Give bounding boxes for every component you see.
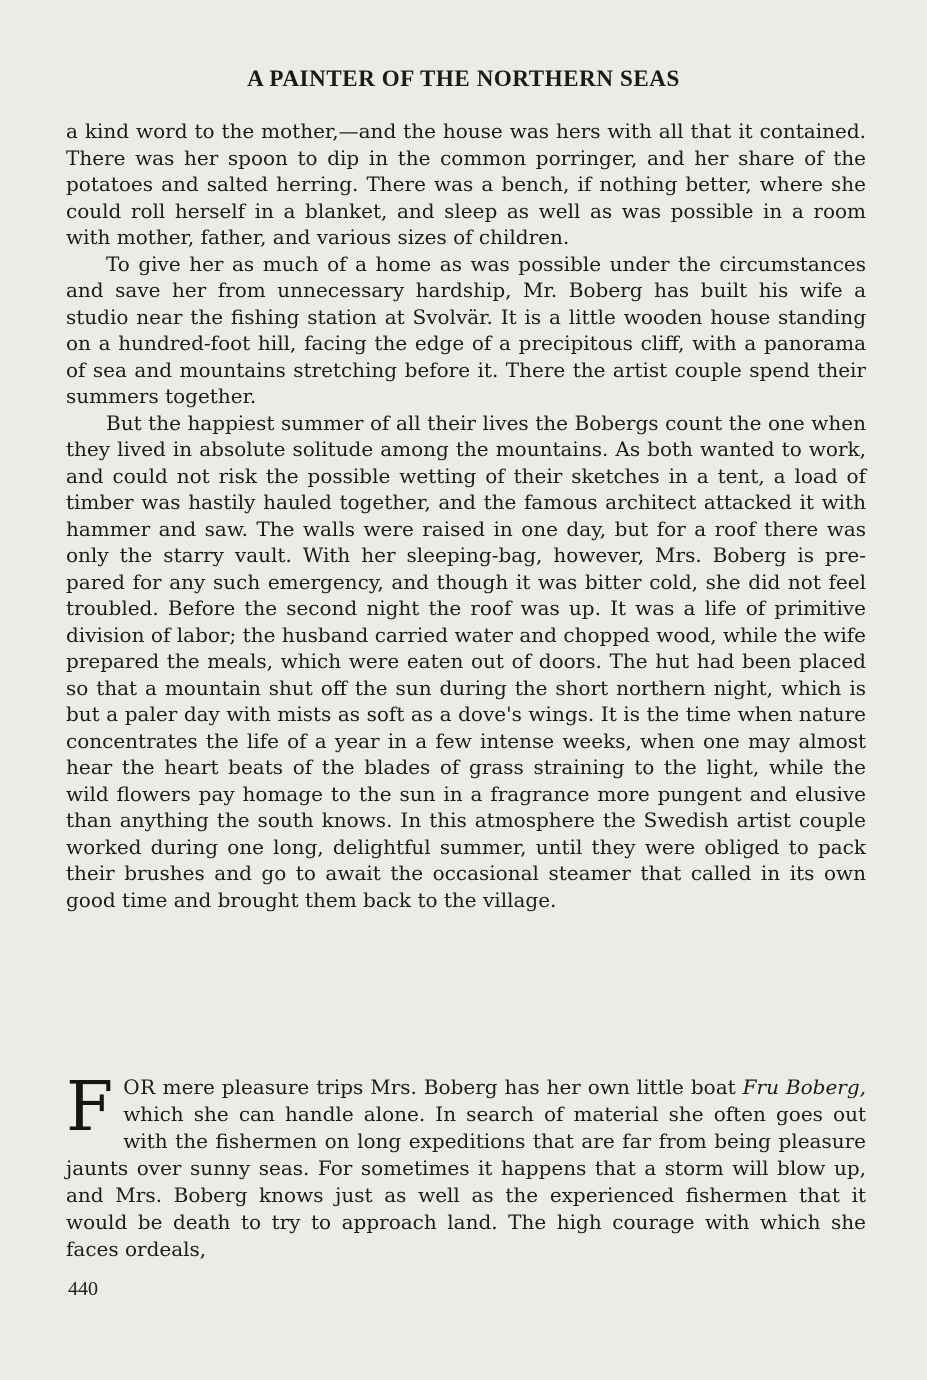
- paragraph-4-text-b: which she can handle alone. In search of material she often goes out with the fishermen on long expeditions that are far from being pleasure jaunts over sunny seas. For sometimes it happens that a storm will blow up, and Mrs. Boberg knows just as well as the experienced fishermen that it would be death to try to approach land. The high courage with which she faces ordeals,: [66, 1102, 866, 1261]
- body-text: [66, 118, 866, 913]
- running-head: A PAINTER OF THE NORTHERN SEAS: [247, 66, 680, 91]
- drop-cap: F: [66, 1068, 114, 1147]
- paragraph-2: To give her as much of a home as was possible under the circumstances and save her from unnecessary hardship, Mr. Boberg has built his wife a studio near the fishing station at Svolvär. It is a little wooden house standing on a hundred-foot hill, facing the edge of a precipitous cliff, with a panorama of sea and mountains stretching before it. There the artist couple spend their summers together.: [66, 251, 866, 408]
- page-number: 440: [68, 1278, 98, 1300]
- paragraph-4: [66, 1068, 866, 1263]
- small-caps-opening: OR: [123, 1075, 156, 1099]
- boat-name: Fru Boberg,: [742, 1075, 866, 1099]
- section-two: [66, 1068, 866, 1263]
- paragraph-1: a kind word to the mother,—and the house was hers with all that it contained. There was her spoon to dip in the common porringer, and her share of the potatoes and salted herring. There was a bench, if nothing better, where she could roll herself in a blanket, and sleep as well as was possible in a room with mother, father, and various sizes of children.: [66, 119, 866, 249]
- paragraph-4-text-a: mere pleasure trips Mrs. Boberg has her own little boat: [155, 1075, 743, 1099]
- paragraph-3: But the happiest summer of all their lives the Bobergs count the one when they lived in absolute solitude among the mountains. As both wanted to work, and could not risk the possible wetting of their sketches in a tent, a load of timber was hastily hauled together, and the famous architect attacked it with hammer and saw. The walls were raised in one day, but for a roof there was only the starry vault. With her sleeping-bag, however, Mrs. Boberg is prepared for any such emergency, and though it was bitter cold, she did not feel troubled. Before the second night the roof was up. It was a life of primitive division of labor; the husband carried water and chopped wood, while the wife prepared the meals, which were eaten out of doors. The hut had been placed so that a mountain shut off the sun during the short northern night, which is but a paler day with mists as soft as a dove's wings. It is the time when nature concentrates the life of a year in a few intense weeks, when one may almost hear the heart beats of the blades of grass straining to the light, while the wild flowers pay homage to the sun in a fragrance more pungent and elusive than anything the south knows. In this atmosphere the Swedish artist couple worked during one long, delightful summer, until they were obliged to pack their brushes and go to await the occasional steamer that called in its own good time and brought them back to the village.: [66, 410, 866, 912]
